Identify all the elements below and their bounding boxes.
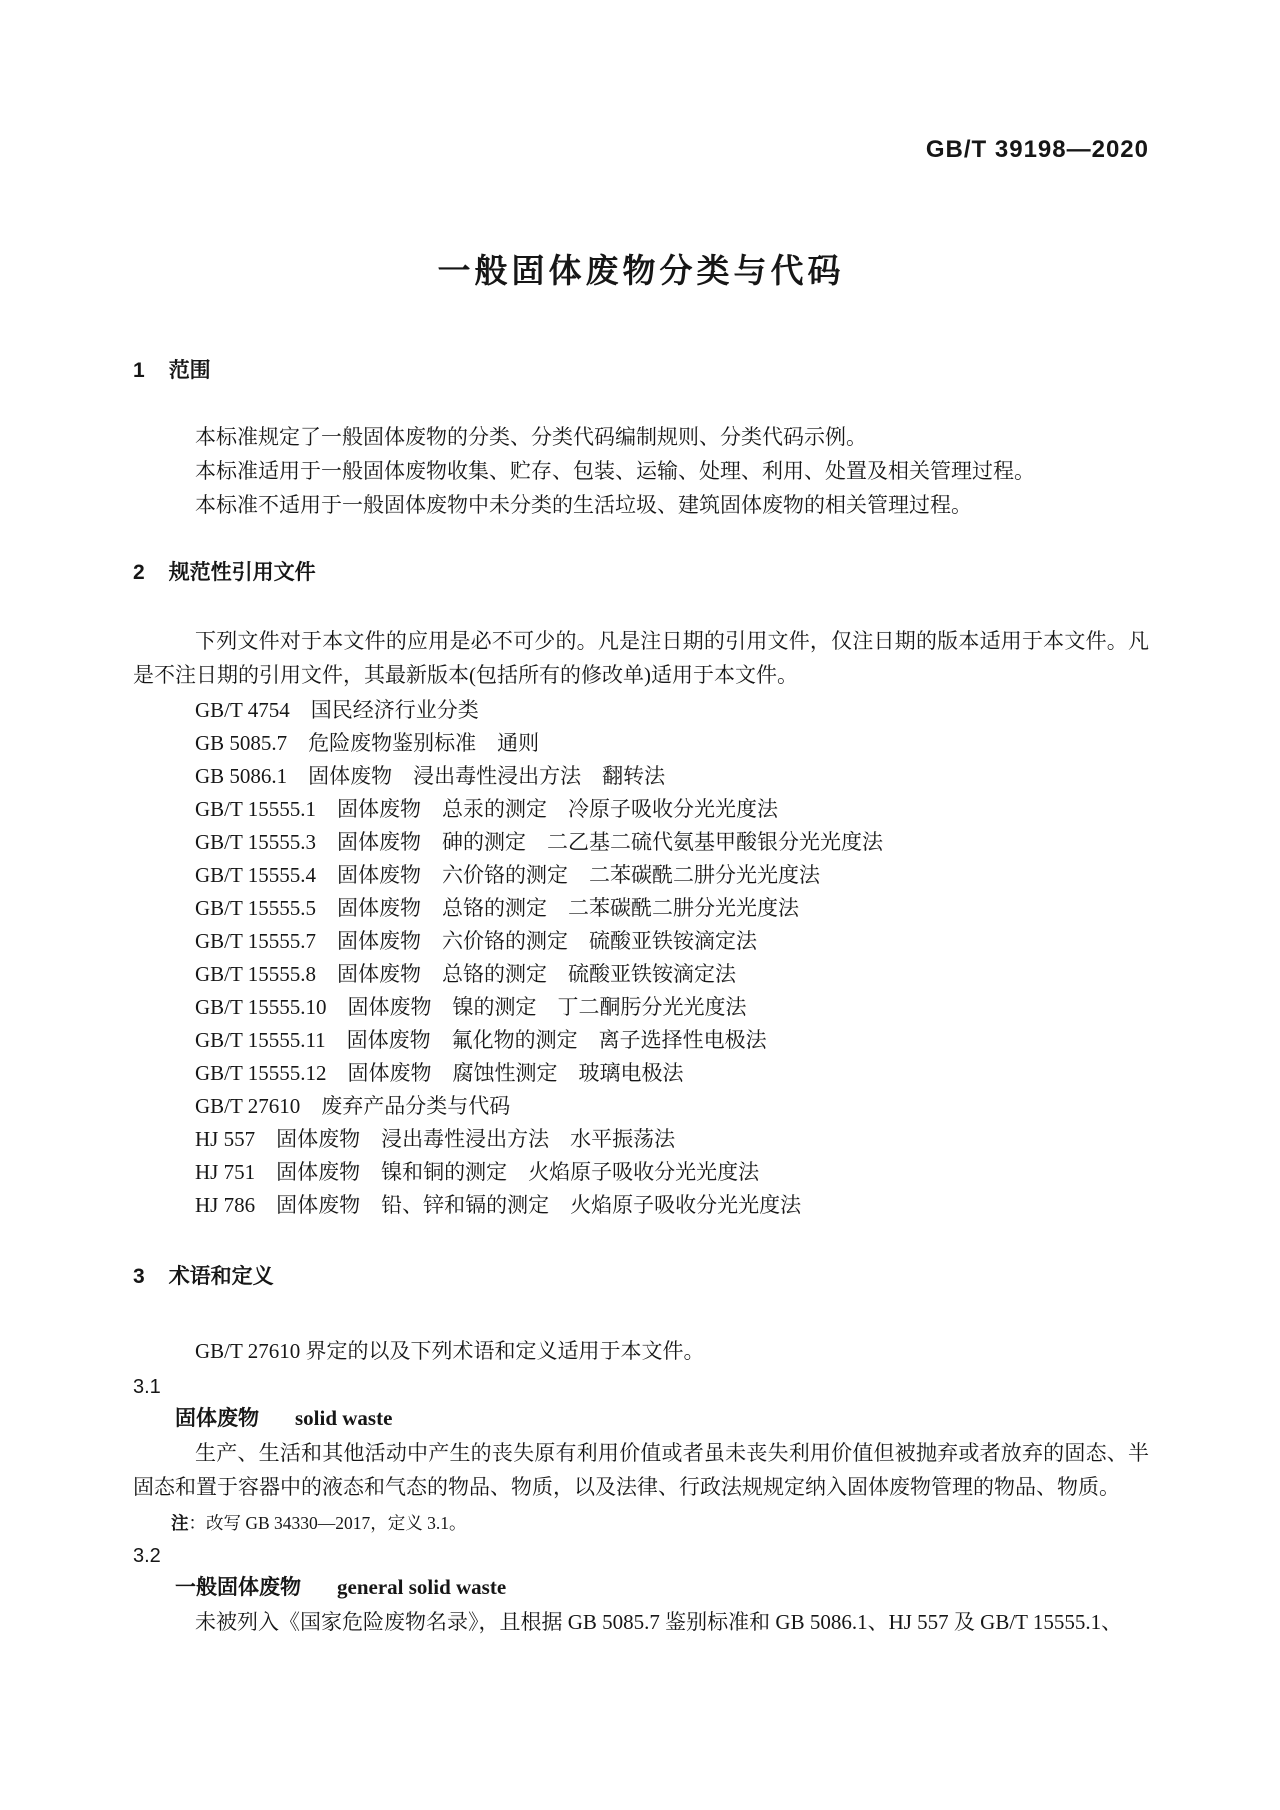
section-number: 3 [133, 1265, 145, 1288]
term-english: general solid waste [337, 1575, 507, 1599]
section-label: 规范性引用文件 [168, 561, 316, 584]
document-title: 一般固体废物分类与代码 [437, 252, 845, 289]
reference-item: GB/T 15555.12 固体废物 腐蚀性测定 玻璃电极法 [195, 1061, 684, 1085]
scope-paragraph: 本标准规定了一般固体废物的分类、分类代码编制规则、分类代码示例。 [195, 425, 867, 449]
term-title [133, 1402, 1149, 1435]
standard-number: GB/T 39198—2020 [925, 136, 1149, 163]
section-heading-terms [133, 1264, 1149, 1290]
reference-list [133, 694, 1149, 1222]
section-label: 术语和定义 [168, 1265, 274, 1288]
page-content [133, 0, 1149, 1640]
term-title [133, 1571, 1149, 1604]
section-label: 范围 [168, 359, 211, 382]
term-chinese: 一般固体废物 [175, 1576, 301, 1599]
reference-item: GB 5085.7 危险废物鉴别标准 通则 [195, 731, 540, 755]
term-entry-number: 3.2 [133, 1545, 161, 1567]
reference-item: GB 5086.1 固体废物 浸出毒性浸出方法 翻转法 [195, 764, 666, 788]
note-label: 注 [171, 1513, 189, 1533]
reference-item: GB/T 15555.10 固体废物 镍的测定 丁二酮肟分光光度法 [195, 995, 747, 1019]
scope-paragraph: 本标准不适用于一般固体废物中未分类的生活垃圾、建筑固体废物的相关管理过程。 [195, 493, 972, 517]
reference-item: HJ 751 固体废物 镍和铜的测定 火焰原子吸收分光光度法 [195, 1160, 760, 1184]
scope-paragraph: 本标准适用于一般固体废物收集、贮存、包装、运输、处理、利用、处置及相关管理过程。 [195, 459, 1035, 483]
reference-item: HJ 786 固体废物 铅、锌和镉的测定 火焰原子吸收分光光度法 [195, 1193, 802, 1217]
reference-item: GB/T 15555.7 固体废物 六价铬的测定 硫酸亚铁铵滴定法 [195, 929, 757, 953]
reference-item: GB/T 15555.8 固体废物 总铬的测定 硫酸亚铁铵滴定法 [195, 962, 736, 986]
term-note [133, 1510, 1149, 1537]
reference-item: GB/T 15555.1 固体废物 总汞的测定 冷原子吸收分光光度法 [195, 797, 778, 821]
reference-item: GB/T 15555.5 固体废物 总铬的测定 二苯碳酰二肼分光光度法 [195, 896, 799, 920]
terms-intro: GB/T 27610 界定的以及下列术语和定义适用于本文件。 [195, 1339, 705, 1363]
reference-item: GB/T 15555.4 固体废物 六价铬的测定 二苯碳酰二肼分光光度法 [195, 863, 820, 887]
scope-paragraphs [133, 420, 1149, 522]
term-english: solid waste [295, 1406, 393, 1430]
section-heading-normative-references [133, 560, 1149, 586]
reference-item: GB/T 15555.11 固体废物 氟化物的测定 离子选择性电极法 [195, 1028, 767, 1052]
term-definition: 生产、生活和其他活动中产生的丧失原有利用价值或者虽未丧失利用价值但被抛弃或者放弃的固态、半固态和置于容器中的液态和气态的物品、物质，以及法律、行政法规规定纳入固体废物管理的物品、物质。 [133, 1441, 1149, 1499]
reference-item: GB/T 15555.3 固体废物 砷的测定 二乙基二硫代氨基甲酸银分光光度法 [195, 830, 883, 854]
term-chinese: 固体废物 [175, 1407, 259, 1430]
note-text: ：改写 GB 34330—2017，定义 3.1。 [188, 1513, 467, 1533]
term-definition: 未被列入《国家危险废物名录》，且根据 GB 5085.7 鉴别标准和 GB 5086.1、HJ 557 及 GB/T 15555.1、 [195, 1610, 1123, 1634]
section-number: 1 [133, 359, 145, 382]
references-intro: 下列文件对于本文件的应用是必不可少的。凡是注日期的引用文件，仅注日期的版本适用于本文件。凡是不注日期的引用文件，其最新版本(包括所有的修改单)适用于本文件。 [133, 629, 1149, 687]
reference-item: GB/T 27610 废弃产品分类与代码 [195, 1094, 511, 1118]
section-heading-scope [133, 358, 1149, 384]
reference-item: HJ 557 固体废物 浸出毒性浸出方法 水平振荡法 [195, 1127, 676, 1151]
term-entry-number: 3.1 [133, 1376, 161, 1398]
reference-item: GB/T 4754 国民经济行业分类 [195, 698, 479, 722]
section-number: 2 [133, 561, 145, 584]
